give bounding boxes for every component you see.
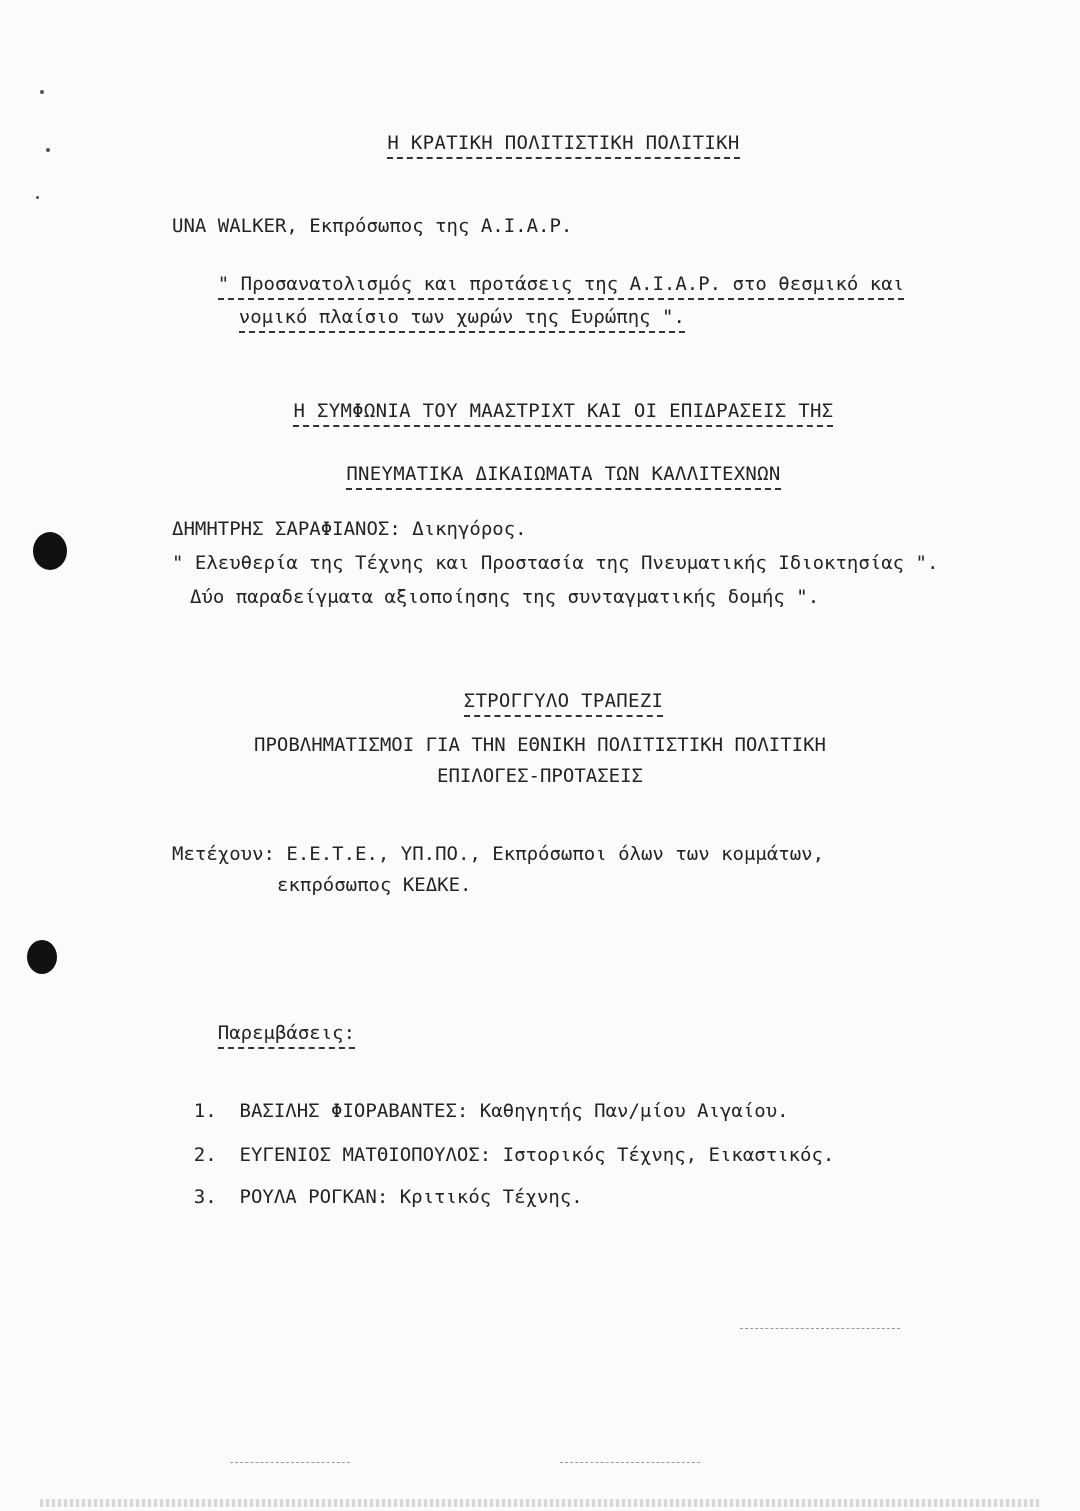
- section1-speaker: UNA WALKER, Εκπρόσωπος της Α.Ι.Α.Ρ.: [172, 215, 573, 237]
- section2-title-line1: Η ΣΥΜΦΩΝΙΑ ΤΟΥ ΜΑΑΣΤΡΙΧΤ ΚΑΙ ΟΙ ΕΠΙΔΡΑΣΕΙΣ ΤΗΣ: [0, 378, 1080, 449]
- participants-line2: εκπρόσωπος ΚΕΔΚΕ.: [277, 874, 472, 896]
- participants-line1: Μετέχουν: Ε.Ε.Τ.Ε., ΥΠ.ΠΟ., Εκπρόσωποι όλων των κομμάτων,: [172, 843, 825, 865]
- list-item-text: ΕΥΓΕΝΙΟΣ ΜΑΤΘΙΟΠΟΥΛΟΣ: Ιστορικός Τέχνης, Εικαστικός.: [239, 1144, 835, 1166]
- punch-hole-top: [33, 532, 67, 570]
- section2-talk-line2: Δύο παραδείγματα αξιοποίησης της συνταγματικής δομής ".: [190, 586, 820, 608]
- section3-title: ΣΤΡΟΓΓΥΛΟ ΤΡΑΠΕΖΙ: [0, 668, 1080, 739]
- interventions-label: Παρεμβάσεις:: [172, 1000, 355, 1071]
- section2-talk-line1: " Ελευθερία της Τέχνης και Προστασία της Πνευματικής Ιδιοκτησίας ".: [172, 552, 939, 574]
- scan-artifact: [740, 1328, 900, 1329]
- section1-talk-line2: νομικό πλαίσιο των χωρών της Ευρώπης ".: [193, 284, 685, 355]
- list-item-number: 1.: [193, 1100, 217, 1122]
- section3-subtitle-line1: ΠΡΟΒΛΗΜΑΤΙΣΜΟΙ ΓΙΑ ΤΗΝ ΕΘΝΙΚΗ ΠΟΛΙΤΙΣΤΙΚΗ ΠΟΛΙΤΙΚΗ: [254, 734, 826, 756]
- list-item-text: ΡΟΥΛΑ ΡΟΓΚΑΝ: Κριτικός Τέχνης.: [239, 1186, 583, 1208]
- section1-title: Η ΚΡΑΤΙΚΗ ΠΟΛΙΤΙΣΤΙΚΗ ΠΟΛΙΤΙΚΗ: [0, 110, 1080, 181]
- list-item-number: 3.: [193, 1186, 217, 1208]
- list-item-text: ΒΑΣΙΛΗΣ ΦΙΟΡΑΒΑΝΤΕΣ: Καθηγητής Παν/μίου Αιγαίου.: [239, 1100, 789, 1122]
- scan-edge-strip: [40, 1499, 1040, 1507]
- scan-artifact: [230, 1462, 350, 1463]
- section2-speaker: ΔΗΜΗΤΡΗΣ ΣΑΡΑΦΙΑΝΟΣ: Δικηγόρος.: [172, 518, 527, 540]
- scan-artifact: [560, 1462, 700, 1463]
- list-item-number: 2.: [193, 1144, 217, 1166]
- speck: [36, 196, 39, 199]
- section2-title-line2: ΠΝΕΥΜΑΤΙΚΑ ΔΙΚΑΙΩΜΑΤΑ ΤΩΝ ΚΑΛΛΙΤΕΧΝΩΝ: [0, 441, 1080, 512]
- section3-subtitle-line2: ΕΠΙΛΟΓΕΣ-ΠΡΟΤΑΣΕΙΣ: [437, 765, 643, 787]
- section1-talk-line1: " Προσανατολισμός και προτάσεις της Α.Ι.Α.Ρ. στο θεσμικό και: [172, 251, 904, 322]
- speck: [40, 90, 44, 94]
- punch-hole-bottom: [27, 940, 57, 974]
- list-item: [148, 1164, 583, 1230]
